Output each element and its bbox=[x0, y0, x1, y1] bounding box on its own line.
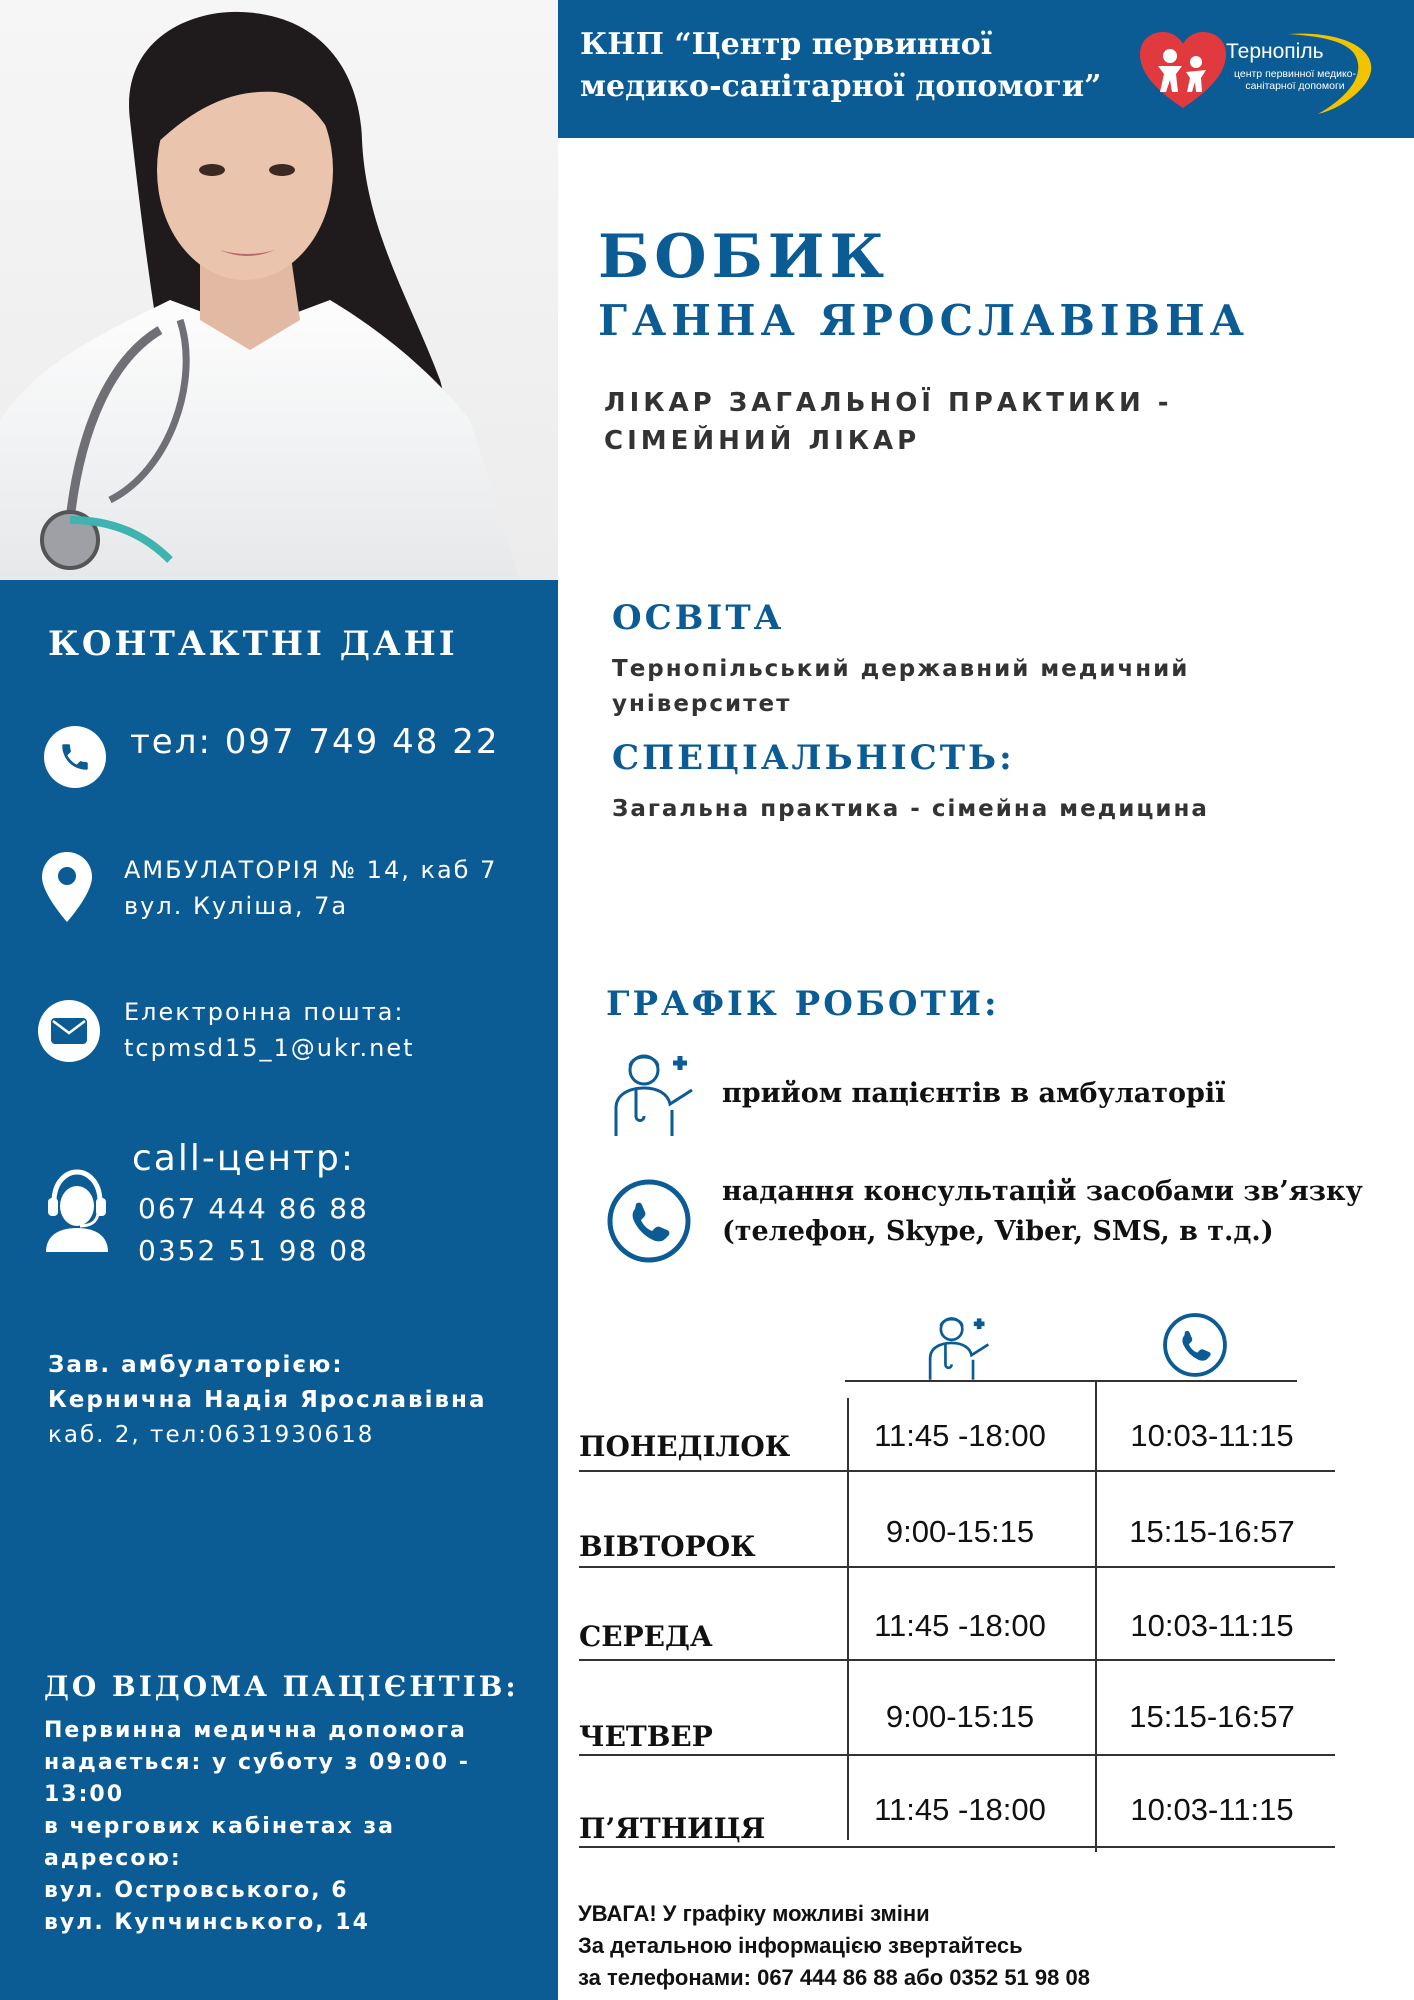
specialty-heading: СПЕЦІАЛЬНІСТЬ: bbox=[612, 738, 1015, 778]
patients-info-text bbox=[44, 1715, 514, 1939]
email-label: Електронна пошта: bbox=[124, 998, 405, 1026]
email-icon bbox=[38, 1000, 100, 1062]
schedule-day: ЧЕТВЕР bbox=[579, 1720, 713, 1753]
schedule-row-line bbox=[579, 1470, 1335, 1472]
schedule-row-line bbox=[579, 1566, 1335, 1568]
schedule-clinic-time: 11:45 -18:00 bbox=[874, 1418, 1046, 1453]
schedule-clinic-time: 11:45 -18:00 bbox=[874, 1608, 1046, 1643]
schedule-remote-time: 15:15-16:57 bbox=[1129, 1699, 1295, 1734]
education-text: Тернопільський державний медичний університет bbox=[612, 656, 1190, 717]
headset-operator-icon bbox=[44, 1168, 110, 1256]
patients-info-line3: 13:00 bbox=[44, 1782, 125, 1807]
logo-subtitle: центр первинної медико-санітарної допомоги bbox=[1233, 68, 1357, 92]
clinic-head-name: Кернична Надія Ярославівна bbox=[48, 1387, 487, 1413]
schedule-remote-time: 10:03-11:15 bbox=[1130, 1792, 1294, 1827]
callcenter-phone-1[interactable]: 067 444 86 88 bbox=[138, 1192, 369, 1225]
clinic-head-block bbox=[48, 1348, 486, 1453]
doctor-surname: БОБИК bbox=[598, 222, 890, 292]
patients-info-line6: вул. Купчинського, 14 bbox=[44, 1910, 370, 1935]
organization-logo bbox=[1138, 30, 1388, 116]
phone-icon bbox=[44, 726, 106, 788]
service-clinic-text: прийом пацієнтів в амбулаторії bbox=[722, 1078, 1226, 1109]
schedule-clinic-time: 11:45 -18:00 bbox=[874, 1792, 1046, 1827]
schedule-row-line bbox=[579, 1659, 1335, 1661]
org-name-line1: КНП “Центр первинної bbox=[580, 27, 993, 62]
callcenter-label: call-центр: bbox=[132, 1138, 355, 1179]
service-remote-line2: (телефон, Skype, Viber, SMS, в т.д.) bbox=[722, 1216, 1274, 1247]
contact-address bbox=[124, 852, 497, 924]
callcenter-phone-2[interactable]: 0352 51 98 08 bbox=[138, 1234, 369, 1267]
schedule-remote-time: 10:03-11:15 bbox=[1130, 1418, 1294, 1453]
address-line2: вул. Куліша, 7а bbox=[124, 892, 349, 920]
doctor-position: ЛІКАР ЗАГАЛЬНОЇ ПРАКТИКИ - СІМЕЙНИЙ ЛІКАР bbox=[604, 388, 1173, 456]
notice-line3: за телефонами: 067 444 86 88 або 0352 51 98 08 bbox=[578, 1965, 1090, 1990]
notice-line2: За детальною інформацією звертайтесь bbox=[578, 1933, 1023, 1958]
service-remote-line1: надання консультацій засобами зв’язку bbox=[722, 1176, 1363, 1207]
contact-phone[interactable]: тел: 097 749 48 22 bbox=[130, 722, 500, 762]
clinic-column-icon bbox=[924, 1310, 996, 1386]
contacts-heading: КОНТАКТНІ ДАНІ bbox=[48, 624, 458, 664]
remote-column-icon bbox=[1162, 1312, 1228, 1382]
schedule-row-line bbox=[579, 1754, 1335, 1756]
clinic-head-contact: каб. 2, тел:0631930618 bbox=[48, 1422, 375, 1448]
table-header-line bbox=[845, 1380, 1297, 1382]
service-remote-text bbox=[722, 1172, 1363, 1252]
schedule-heading: ГРАФІК РОБОТИ: bbox=[606, 984, 1000, 1024]
schedule-day: П’ЯТНИЦЯ bbox=[579, 1812, 766, 1845]
schedule-day: ВІВТОРОК bbox=[579, 1530, 756, 1563]
address-line1: АМБУЛАТОРІЯ № 14, каб 7 bbox=[124, 856, 498, 884]
phone-consult-icon bbox=[606, 1178, 692, 1268]
location-pin-icon bbox=[42, 852, 92, 926]
patients-info-line1: Первинна медична допомога bbox=[44, 1718, 467, 1743]
organization-name bbox=[580, 24, 1140, 108]
email-address[interactable]: tcpmsd15_1@ukr.net bbox=[124, 1034, 415, 1062]
logo-city: Тернопіль bbox=[1226, 40, 1324, 63]
clinic-head-label: Зав. амбулаторією: bbox=[48, 1352, 344, 1378]
schedule-notice bbox=[578, 1898, 1398, 1994]
schedule-clinic-time: 9:00-15:15 bbox=[885, 1514, 1035, 1549]
patients-info-line4: в чергових кабінетах за адресою: bbox=[44, 1814, 396, 1871]
education-heading: ОСВІТА bbox=[612, 598, 785, 638]
patients-info-line2: надається: у суботу з 09:00 - bbox=[44, 1750, 470, 1775]
schedule-clinic-time: 9:00-15:15 bbox=[885, 1699, 1035, 1734]
schedule-day: ПОНЕДІЛОК bbox=[579, 1430, 791, 1463]
specialty-text: Загальна практика - сімейна медицина bbox=[612, 796, 1209, 822]
doctor-clinic-icon bbox=[608, 1046, 702, 1142]
org-name-line2: медико-санітарної допомоги” bbox=[580, 69, 1102, 104]
patients-info-line5: вул. Островського, 6 bbox=[44, 1878, 349, 1903]
doctor-given-name: ГАННА ЯРОСЛАВІВНА bbox=[598, 296, 1249, 345]
patients-info-heading: ДО ВІДОМА ПАЦІЄНТІВ: bbox=[44, 1670, 519, 1703]
contact-email-block bbox=[124, 994, 415, 1066]
doctor-portrait-illustration bbox=[0, 0, 558, 580]
callcenter-phones bbox=[138, 1188, 369, 1272]
doctor-photo bbox=[0, 0, 558, 580]
notice-line1: УВАГА! У графіку можливі зміни bbox=[578, 1901, 930, 1926]
schedule-remote-time: 10:03-11:15 bbox=[1130, 1608, 1294, 1643]
schedule-row-line bbox=[579, 1846, 1335, 1848]
schedule-day: СЕРЕДА bbox=[579, 1620, 713, 1653]
schedule-remote-time: 15:15-16:57 bbox=[1129, 1514, 1295, 1549]
